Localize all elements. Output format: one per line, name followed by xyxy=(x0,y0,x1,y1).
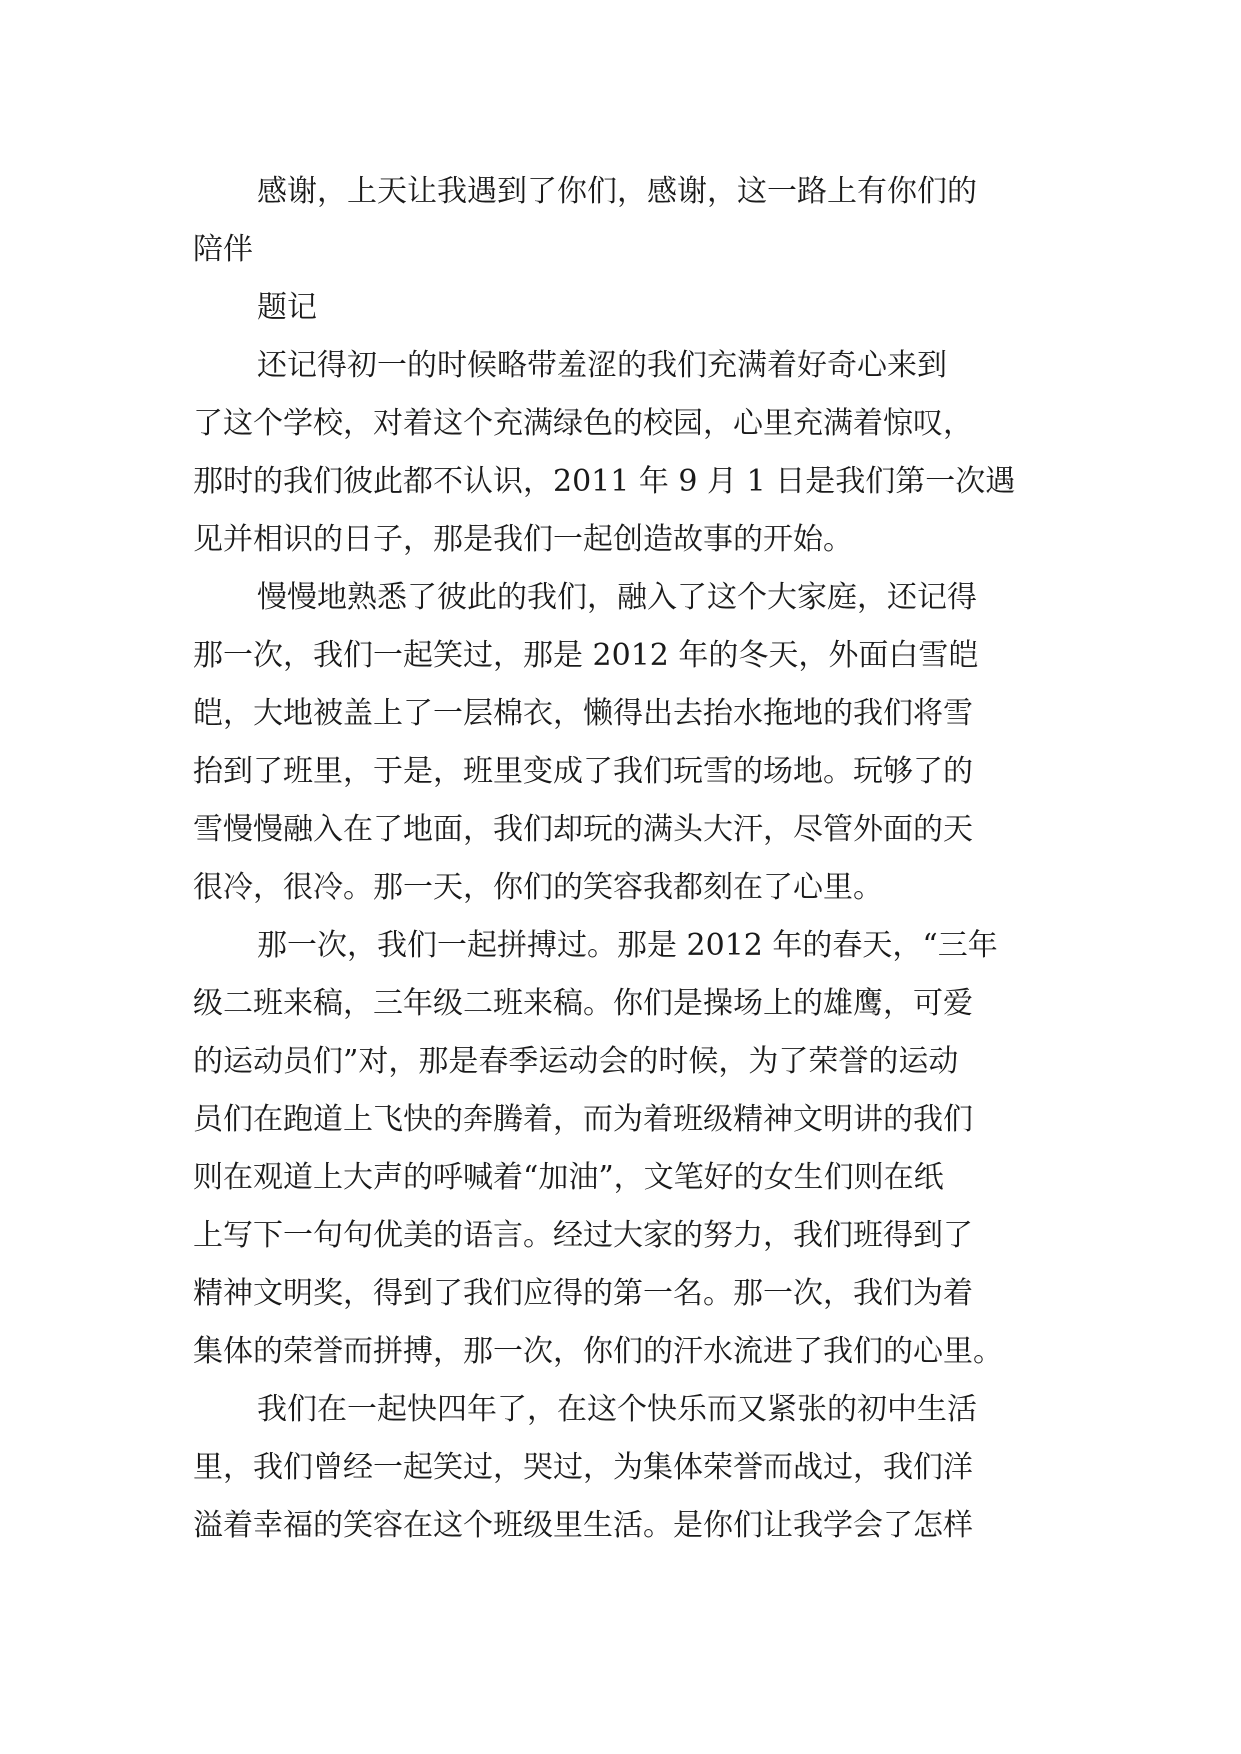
text-line: 那时的我们彼此都不认识，2011 年 9 月 1 日是我们第一次遇 xyxy=(193,464,1016,499)
text-line: 上写下一句句优美的语言。经过大家的努力，我们班得到了 xyxy=(193,1218,973,1253)
text-line: 慢慢地熟悉了彼此的我们，融入了这个大家庭，还记得 xyxy=(257,580,977,615)
text-line: 我们在一起快四年了，在这个快乐而又紧张的初中生活 xyxy=(257,1392,977,1427)
text-line: 见并相识的日子，那是我们一起创造故事的开始。 xyxy=(193,522,853,557)
text-line: 感谢，上天让我遇到了你们，感谢，这一路上有你们的 xyxy=(257,174,977,209)
epigraph-label: 题记 xyxy=(257,290,317,325)
document-body xyxy=(193,163,1048,1555)
text-line: 陪伴 xyxy=(193,232,253,267)
text-line: 那一次，我们一起笑过，那是 2012 年的冬天，外面白雪皑 xyxy=(193,638,979,673)
text-line: 了这个学校，对着这个充满绿色的校园，心里充满着惊叹， xyxy=(193,406,973,441)
text-line: 集体的荣誉而拼搏，那一次，你们的汗水流进了我们的心里。 xyxy=(193,1334,1003,1369)
text-line: 的运动员们”对，那是春季运动会的时候，为了荣誉的运动 xyxy=(193,1044,959,1079)
text-line: 皑，大地被盖上了一层棉衣，懒得出去抬水拖地的我们将雪 xyxy=(193,696,973,731)
text-line: 抬到了班里，于是，班里变成了我们玩雪的场地。玩够了的 xyxy=(193,754,973,789)
text-line: 还记得初一的时候略带羞涩的我们充满着好奇心来到 xyxy=(257,348,947,383)
text-line: 精神文明奖，得到了我们应得的第一名。那一次，我们为着 xyxy=(193,1276,973,1311)
text-line: 溢着幸福的笑容在这个班级里生活。是你们让我学会了怎样 xyxy=(193,1508,973,1543)
text-line: 则在观道上大声的呼喊着“加油”，文笔好的女生们则在纸 xyxy=(193,1160,944,1195)
text-line: 级二班来稿，三年级二班来稿。你们是操场上的雄鹰，可爱 xyxy=(193,986,973,1021)
text-line: 里，我们曾经一起笑过，哭过，为集体荣誉而战过，我们洋 xyxy=(193,1450,973,1485)
text-line: 很冷，很冷。那一天，你们的笑容我都刻在了心里。 xyxy=(193,870,883,905)
text-line: 那一次，我们一起拼搏过。那是 2012 年的春天，“三年 xyxy=(257,928,998,963)
text-line: 雪慢慢融入在了地面，我们却玩的满头大汗，尽管外面的天 xyxy=(193,812,973,847)
text-line: 员们在跑道上飞快的奔腾着，而为着班级精神文明讲的我们 xyxy=(193,1102,973,1137)
